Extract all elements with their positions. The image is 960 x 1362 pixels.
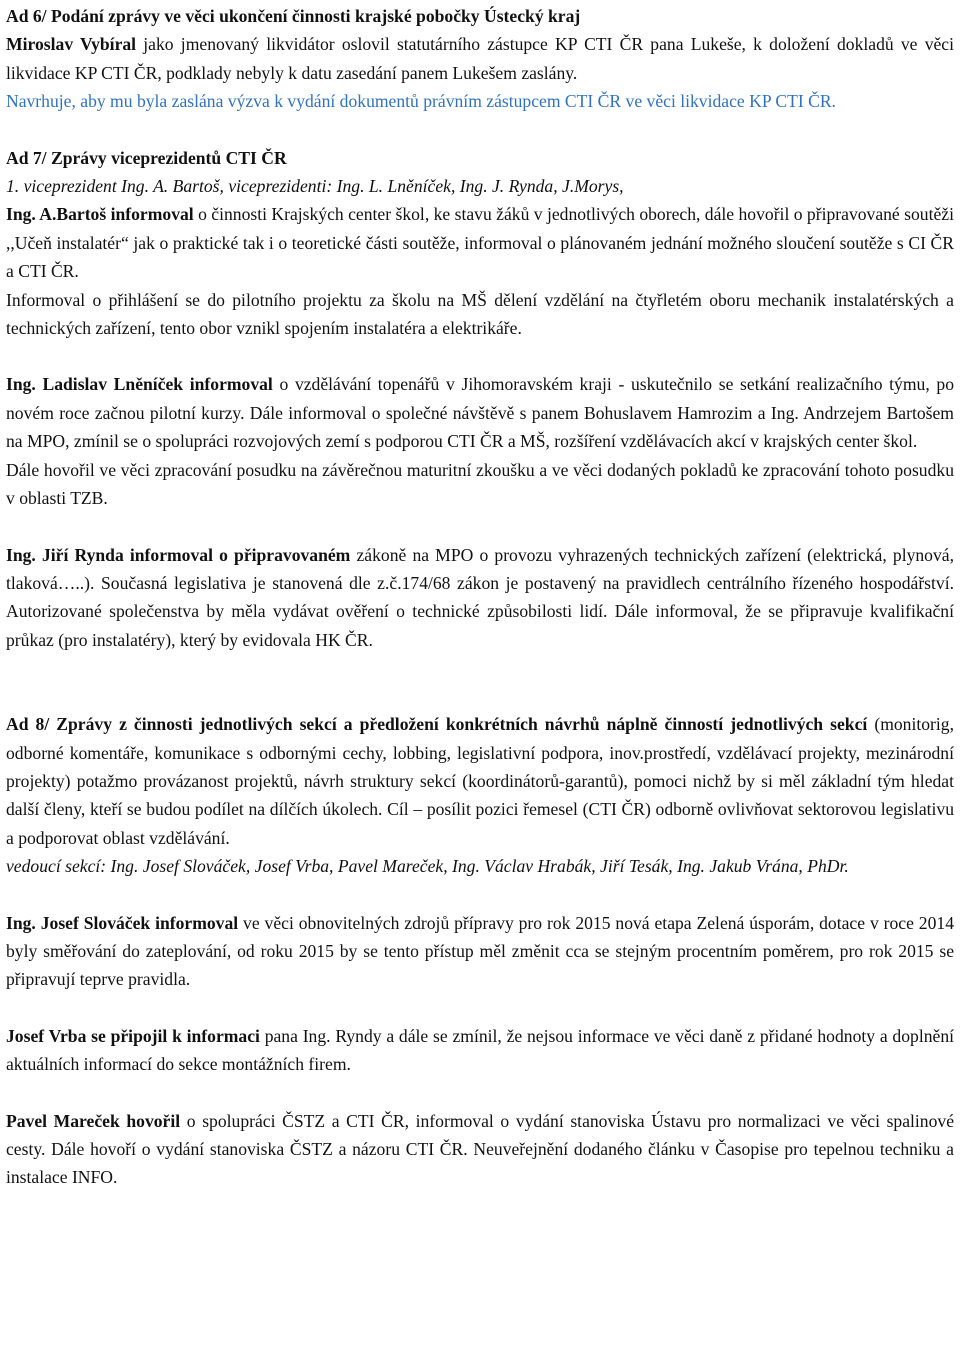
person-name: Ing. Jiří Rynda informoval o připravovaném — [6, 544, 351, 565]
vicepresidents-list — [6, 172, 954, 200]
paragraph — [6, 909, 954, 994]
paragraph-text: jako jmenovaný likvidátor oslovil statutárního zástupce KP CTI ČR pana Lukeše, k doložení dokladů ve věci likvidace KP CTI ČR, podklady nebyly k datu zasedání panem Lukešem zaslány. — [6, 34, 955, 83]
paragraph — [6, 1107, 954, 1192]
paragraph — [6, 1022, 954, 1079]
section-ad7 — [6, 144, 954, 655]
heading-text: Ad 8/ Zprávy z činnosti jednotlivých sekcí a předložení konkrétních návrhů náplně činností jednotlivých sekcí — [6, 714, 868, 735]
section-leaders — [6, 852, 954, 880]
paragraph: Informoval o přihlášení se do pilotního projektu za školu na MŠ dělení vzdělání na čtyřletém oboru mechanik instalatérských a technických zařízení, tento obor vznikl spojením instalatéra a elektrikáře. — [6, 289, 954, 339]
paragraph-text: ve věci obnovitelných zdrojů přípravy pro rok 2015 nová etapa Zelená úsporám, dotace v roce 2014 byly směřování do zateplování, od roku 2015 by se tento přístup měl změnit cca se stejným procentním poměrem, pro rok 2015 se připravují teprve pravidla. — [6, 912, 954, 990]
section-heading — [6, 710, 954, 852]
section-heading — [6, 144, 954, 172]
paragraph-text: o spolupráci ČSTZ a CTI ČR, informoval o vydání stanoviska Ústavu pro normalizaci ve věci spalinové cesty. Dále hovoří o vydání stanoviska ČSTZ a názoru CTI ČR. Neuveřejnění dodaného článku v Časopise pro tepelnou techniku a instalace INFO. — [6, 1110, 955, 1188]
heading-detail: (monitorig, odborné komentáře, komunikace s odbornými cechy, lobbing, legislativní podpora, inov.prostředí, vzdělávací projekty, mezinárodní projekty) potažmo provázanost projektů, návrh struktury sekcí (koordinátorů-garantů), pomoci nichž by si měl základní tým hledat další členy, kteří se budou podílet na dílčích úkolech. Cíl – posílit pozici řemesel (CTI ČR) odborně ovlivňovat sektorovou legislativu a podporovat oblast vzdělávání. — [6, 714, 954, 848]
paragraph — [6, 541, 954, 655]
leaders-text: vedoucí sekcí: Ing. Josef Slováček, Josef Vrba, Pavel Mareček, Ing. Václav Hrabák, Jiří Tesák, Ing. Jakub Vrána, PhDr. — [6, 856, 849, 877]
person-name: Josef Vrba se připojil k informaci — [6, 1025, 260, 1046]
section-ad6 — [6, 2, 954, 116]
heading-text: Ad 6/ Podání zprávy ve věci ukončení činnosti krajské pobočky Ústecký kraj — [6, 6, 581, 26]
person-name: Pavel Mareček hovořil — [6, 1110, 181, 1131]
paragraph: Dále hovořil ve věci zpracování posudku na závěrečnou maturitní zkoušku a ve věci dodaných pokladů ke zpracování tohoto posudku v oblasti TZB. — [6, 459, 954, 509]
person-name: Miroslav Vybíral — [6, 34, 137, 55]
paragraph-text: pana Ing. Ryndy a dále se zmínil, že nejsou informace ve věci daně z přidané hodnoty a doplnění aktuálních informací do sekce montážních firem. — [6, 1025, 955, 1075]
paragraph-text: zákoně na MPO o provozu vyhrazených technických zařízení (elektrická, plynová, tlaková…..). Současná legislativa je stanovená dle z.č.174/68 zákon je postavený na pravidlech centrálního řízeného hospodářství. Autorizované společenstva by měla vydávat ověření o technické způsobilosti lidí. Dále informoval, že se připravuje kvalifikační průkaz (pro instalatéry), který by evidovala HK ČR. — [6, 544, 954, 650]
paragraph-text: o vzdělávání topenářů v Jihomoravském kraji - uskutečnilo se setkání realizačního týmu, po novém roce začnou pilotní kurzy. Dále informoval o společné návštěvě s panem Bohuslavem Hamrozim a Ing. Andrzejem Bartošem na MPO, zmínil se o spolupráci rozvojových zemí s podporou CTI ČR a MŠ, rozšíření vzdělávacích akcí v krajských center škol. — [6, 374, 954, 452]
paragraph-text: o činnosti Krajských center škol, ke stavu žáků v jednotlivých oborech, dále hovořil o připravované soutěži ,,Učeň instalatér“ jak o praktické tak i o teoretické části soutěže, informoval o plánovaném jednání možného sloučení soutěže s CI ČR a CTI ČR. — [6, 204, 954, 282]
section-ad8 — [6, 710, 954, 1192]
person-name: Ing. A.Bartoš informoval — [6, 204, 194, 225]
paragraph — [6, 200, 954, 285]
list-text: 1. viceprezident Ing. A. Bartoš, viceprezidenti: Ing. L. Lněníček, Ing. J. Rynda, J.Morys, — [6, 176, 624, 197]
paragraph — [6, 370, 954, 455]
section-heading — [6, 2, 954, 30]
proposal-paragraph: Navrhuje, aby mu byla zaslána výzva k vydání dokumentů právním zástupcem CTI ČR ve věci likvidace KP CTI ČR. — [6, 91, 836, 112]
person-name: Ing. Ladislav Lněníček informoval — [6, 374, 273, 395]
heading-text: Ad 7/ Zprávy viceprezidentů CTI ČR — [6, 147, 287, 168]
paragraph — [6, 30, 954, 87]
person-name: Ing. Josef Slováček informoval — [6, 912, 239, 933]
